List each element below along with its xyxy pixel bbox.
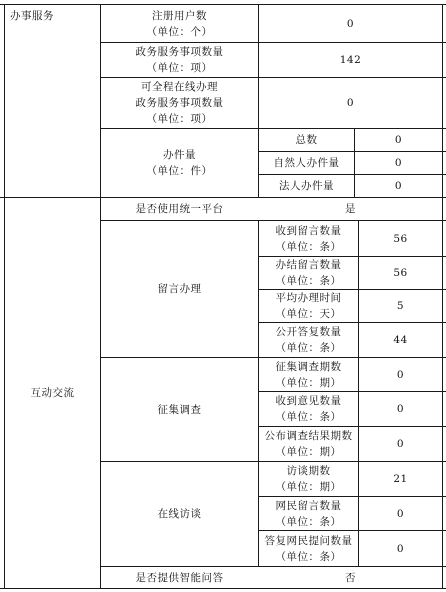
value: 0 (346, 97, 355, 109)
unit-line: （单位：件） (146, 165, 213, 177)
interview-answered-label (259, 531, 358, 566)
label-line: 办结留言数量 (275, 259, 342, 271)
value: 56 (393, 267, 408, 279)
label-line: 征集调查期数 (275, 360, 342, 373)
value: 0 (394, 134, 403, 146)
unit-line: （单位：个） (146, 25, 213, 38)
unified-platform-value (259, 198, 442, 220)
label-line: 是否提供智能问答 (135, 571, 224, 584)
value: 0 (396, 403, 405, 415)
messages-avg-time-label (259, 290, 358, 322)
registered-users-label (101, 5, 258, 42)
label-line: 政务服务事项数量 (135, 97, 224, 109)
volume-natural-value (355, 152, 442, 174)
label-line: 政务服务事项数量 (135, 46, 224, 58)
interview-periods-value (359, 462, 442, 496)
label-line: 答复网民提问数量 (264, 534, 353, 547)
value: 0 (396, 507, 405, 520)
label-line: 公布调查结果期数 (264, 430, 353, 442)
unit-line: （单位：条） (275, 240, 342, 253)
unified-platform-label (101, 198, 258, 220)
value: 44 (393, 334, 408, 346)
label-line: 注册用户数 (152, 9, 207, 22)
value: 0 (396, 542, 405, 555)
unit-line: （单位：条） (275, 515, 342, 528)
label-line: 访谈期数 (286, 465, 331, 477)
service-items-value (259, 43, 442, 77)
smart-qa-value (259, 567, 442, 588)
unit-line: （单位：项） (146, 62, 213, 74)
label-line: 自然人办件量 (273, 157, 340, 169)
unit-line: （单位：期） (275, 446, 342, 458)
survey-opinions-value (359, 392, 442, 426)
section-title: 互动交流 (30, 387, 75, 399)
label-line: 收到留言数量 (275, 224, 342, 237)
online-items-label (101, 78, 258, 128)
section-label-office (10, 5, 98, 27)
value: 5 (396, 300, 405, 312)
section-label-interaction (5, 198, 100, 588)
online-items-value (259, 78, 442, 128)
survey-group-label (101, 358, 258, 461)
unit-line: （单位：条） (275, 342, 342, 354)
survey-periods-value (359, 358, 442, 391)
value: 0 (394, 157, 403, 169)
interview-netizen-messages-value (359, 497, 442, 530)
unit-line: （单位：条） (275, 550, 342, 563)
label-line: 收到意见数量 (275, 395, 342, 407)
registered-users-value (259, 5, 442, 42)
unit-line: （单位：期） (275, 481, 342, 493)
label-line: 可全程在线办理 (141, 81, 218, 93)
label-line: 是否使用统一平台 (135, 203, 224, 215)
table-bottom-border (0, 588, 446, 589)
volume-total-label (259, 129, 354, 151)
label-line: 网民留言数量 (275, 499, 342, 512)
table-right-border (442, 4, 443, 589)
value: 0 (346, 17, 355, 30)
messages-completed-value (359, 257, 442, 289)
unit-line: （单位：期） (275, 376, 342, 389)
service-items-label (101, 43, 258, 77)
volume-label (101, 129, 258, 197)
messages-public-replies-value (359, 323, 442, 357)
label-line: 总数 (295, 134, 318, 146)
messages-avg-time-value (359, 290, 442, 322)
smart-qa-label (101, 567, 258, 588)
survey-opinions-label (259, 392, 358, 426)
label-line: 平均办理时间 (275, 292, 342, 304)
messages-received-value (359, 221, 442, 256)
label-line: 办件量 (163, 149, 196, 161)
label-line: 法人办件量 (279, 180, 334, 192)
messages-group-label (101, 221, 258, 357)
label-line: 公开答复数量 (275, 326, 342, 338)
interview-answered-value (359, 531, 442, 566)
messages-received-label (259, 221, 358, 256)
value: 0 (396, 438, 405, 450)
messages-public-replies-label (259, 323, 358, 357)
survey-results-label (259, 427, 358, 461)
value: 0 (396, 368, 405, 381)
volume-legal-label (259, 175, 354, 197)
value: 0 (394, 180, 403, 192)
volume-legal-value (355, 175, 442, 197)
value: 142 (339, 54, 362, 66)
section-title: 办事服务 (10, 10, 54, 22)
interview-periods-label (259, 462, 358, 496)
unit-line: （单位：天） (275, 308, 342, 320)
interview-group-label (101, 462, 258, 566)
volume-total-value (355, 129, 442, 151)
label-line: 留言办理 (157, 283, 202, 295)
value: 否 (345, 571, 356, 584)
unit-line: （单位：条） (275, 411, 342, 423)
value: 是 (345, 203, 356, 215)
unit-line: （单位：项） (146, 113, 213, 125)
survey-results-value (359, 427, 442, 461)
value: 21 (393, 473, 408, 485)
value: 56 (393, 232, 408, 245)
volume-natural-label (259, 152, 354, 174)
survey-periods-label (259, 358, 358, 391)
unit-line: （单位：条） (275, 275, 342, 287)
messages-completed-label (259, 257, 358, 289)
label-line: 征集调查 (157, 403, 202, 416)
label-line: 在线访谈 (157, 508, 202, 520)
interview-netizen-messages-label (259, 497, 358, 530)
